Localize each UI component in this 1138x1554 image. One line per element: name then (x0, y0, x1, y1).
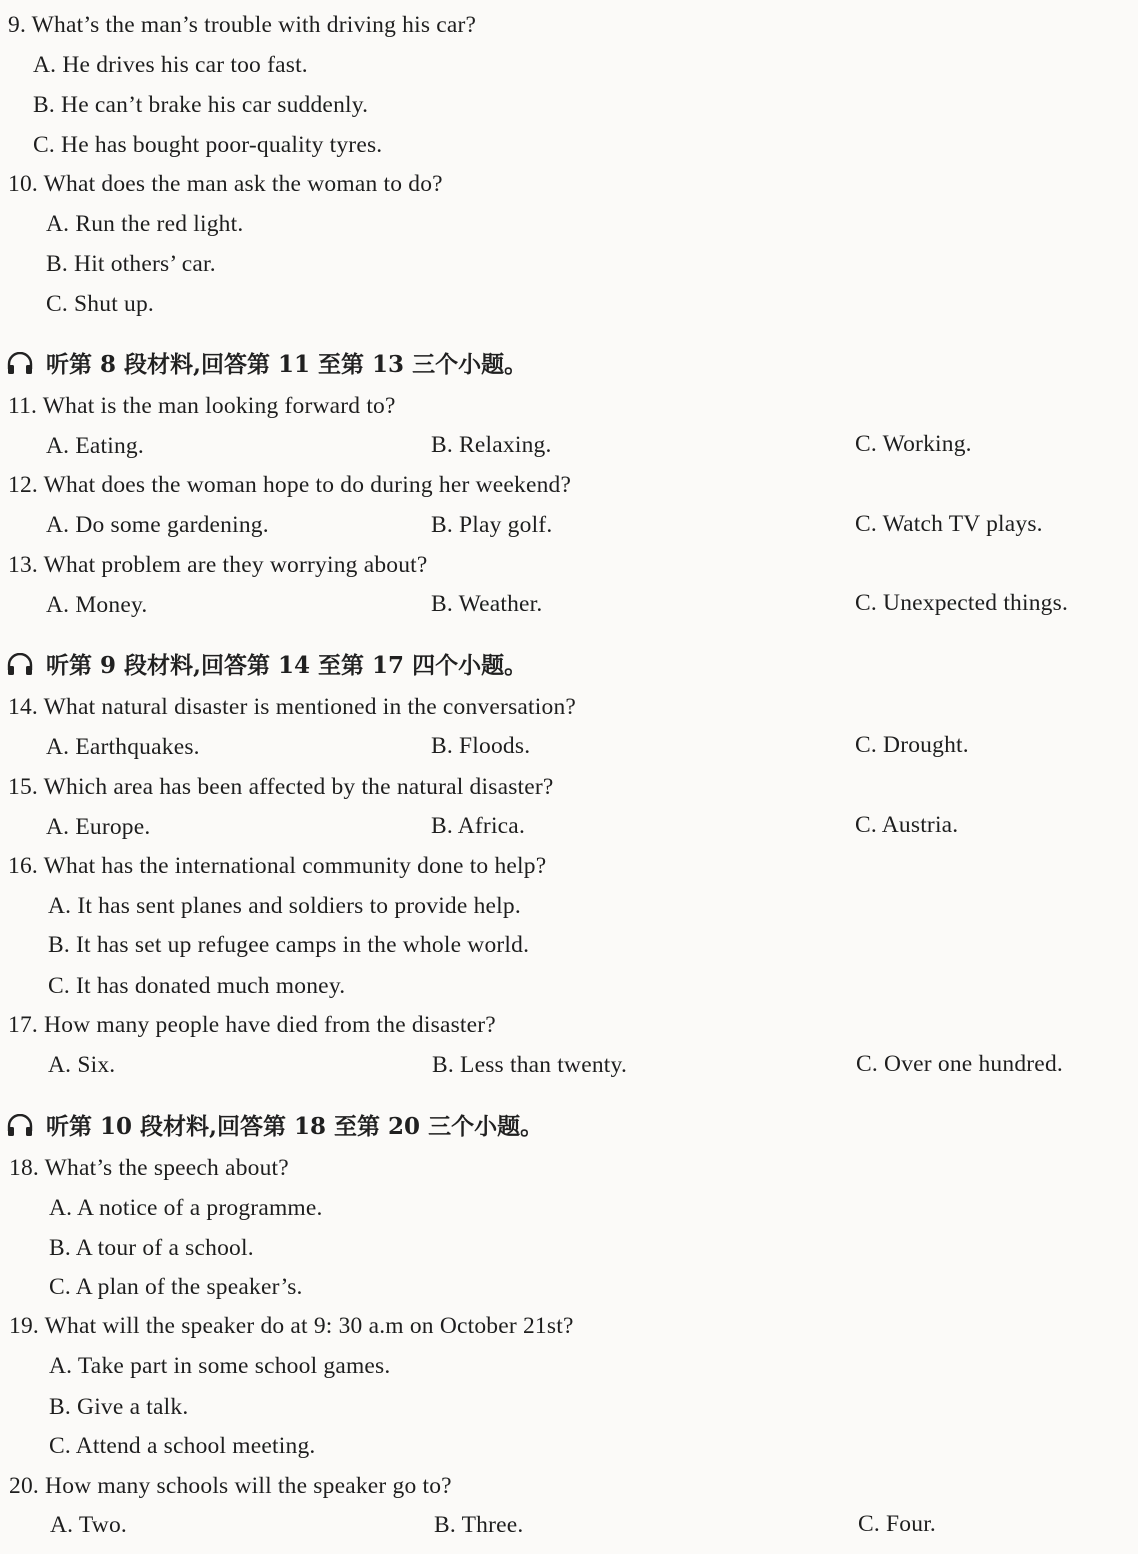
question-17-option-c: C. Over one hundred. (856, 1051, 1063, 1077)
section-10-heading (6, 1112, 543, 1142)
question-16-option-c: C. It has donated much money. (48, 973, 346, 999)
headphone-icon (6, 1114, 34, 1138)
question-14-option-c: C. Drought. (855, 732, 969, 758)
question-17-option-a: A. Six. (48, 1052, 116, 1078)
question-9-option-c: C. He has bought poor-quality tyres. (33, 132, 383, 158)
question-10-option-a: A. Run the red light. (46, 211, 244, 237)
question-15: 15. Which area has been affected by the natural disaster? (8, 774, 554, 800)
question-16: 16. What has the international community done to help? (8, 853, 547, 879)
question-12-option-a: A. Do some gardening. (46, 512, 269, 538)
question-18-option-c: C. A plan of the speaker’s. (49, 1274, 303, 1300)
question-14-option-b: B. Floods. (431, 733, 531, 759)
question-14-option-a: A. Earthquakes. (46, 734, 200, 760)
question-19-option-b: B. Give a talk. (49, 1394, 189, 1420)
question-9: 9. What’s the man’s trouble with driving his car? (8, 12, 477, 38)
question-11-option-b: B. Relaxing. (431, 432, 552, 458)
question-14: 14. What natural disaster is mentioned in the conversation? (8, 694, 577, 720)
question-10-option-b: B. Hit others’ car. (46, 251, 216, 277)
question-17: 17. How many people have died from the disaster? (8, 1012, 496, 1038)
question-19: 19. What will the speaker do at 9: 30 a.m on October 21st? (9, 1313, 574, 1339)
question-20: 20. How many schools will the speaker go to? (9, 1473, 452, 1499)
headphone-icon (6, 352, 34, 376)
question-13: 13. What problem are they worrying about? (8, 552, 428, 578)
question-11: 11. What is the man looking forward to? (8, 393, 396, 419)
section-9-heading (6, 651, 527, 681)
question-11-option-a: A. Eating. (46, 433, 144, 459)
question-18-option-a: A. A notice of a programme. (49, 1195, 323, 1221)
question-19-option-a: A. Take part in some school games. (49, 1353, 391, 1379)
question-10-option-c: C. Shut up. (46, 291, 154, 317)
question-15-option-a: A. Europe. (46, 814, 151, 840)
section-10-text: 听第 10 段材料,回答第 18 至第 20 三个小题。 (46, 1113, 544, 1140)
question-9-option-b: B. He can’t brake his car suddenly. (33, 92, 369, 118)
question-12: 12. What does the woman hope to do during her weekend? (8, 472, 572, 498)
section-8-text: 听第 8 段材料,回答第 11 至第 13 三个小题。 (46, 351, 528, 378)
question-9-option-a: A. He drives his car too fast. (33, 52, 308, 78)
headphone-icon (6, 653, 34, 677)
question-13-option-a: A. Money. (46, 592, 148, 618)
question-15-option-c: C. Austria. (855, 812, 959, 838)
section-9-text: 听第 9 段材料,回答第 14 至第 17 四个小题。 (46, 652, 528, 679)
question-12-option-c: C. Watch TV plays. (855, 511, 1043, 537)
question-12-option-b: B. Play golf. (431, 512, 553, 538)
question-19-option-c: C. Attend a school meeting. (49, 1433, 316, 1459)
question-18: 18. What’s the speech about? (9, 1155, 289, 1181)
question-13-option-b: B. Weather. (431, 591, 543, 617)
question-16-option-a: A. It has sent planes and soldiers to provide help. (48, 893, 521, 919)
question-13-option-c: C. Unexpected things. (855, 590, 1069, 616)
question-20-option-c: C. Four. (858, 1511, 936, 1537)
question-11-option-c: C. Working. (855, 431, 972, 457)
question-17-option-b: B. Less than twenty. (432, 1052, 628, 1078)
question-15-option-b: B. Africa. (431, 813, 526, 839)
question-18-option-b: B. A tour of a school. (49, 1235, 254, 1261)
question-20-option-a: A. Two. (50, 1512, 128, 1538)
question-10: 10. What does the man ask the woman to do? (8, 171, 443, 197)
question-16-option-b: B. It has set up refugee camps in the whole world. (48, 932, 530, 958)
question-20-option-b: B. Three. (434, 1512, 524, 1538)
section-8-heading (6, 350, 527, 380)
